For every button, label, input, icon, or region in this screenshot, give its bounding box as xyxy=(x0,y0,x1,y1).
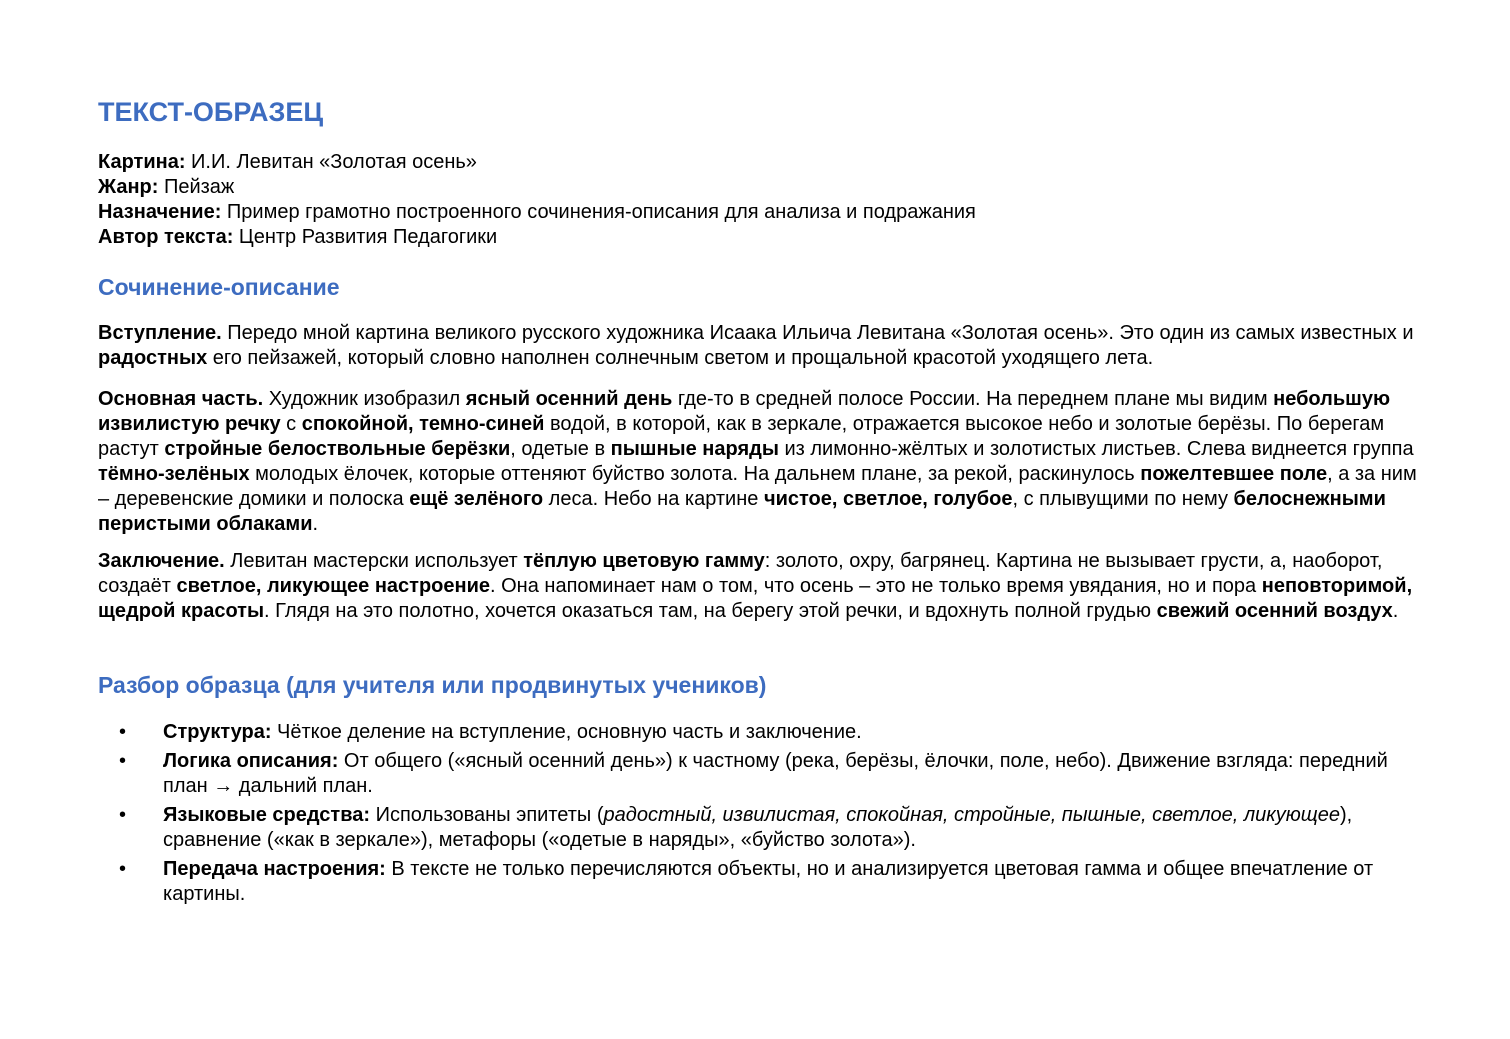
analysis-item-text: Использованы эпитеты ( xyxy=(370,804,604,826)
metadata-block xyxy=(98,150,976,250)
main-text: леса. Небо на картине xyxy=(543,488,764,510)
meta-painting-label: Картина: xyxy=(98,151,186,173)
intro-emphasis: радостных xyxy=(98,347,208,369)
analysis-item-label: Языковые средства: xyxy=(163,804,371,826)
meta-purpose xyxy=(98,200,976,225)
intro-text: Передо мной картина великого русского художника Исаака Ильича Левитана «Золотая осень». Это один из самых известных и xyxy=(221,322,1414,344)
main-text: Художник изобразил xyxy=(263,388,466,410)
meta-purpose-label: Назначение: xyxy=(98,201,222,223)
conclusion-emphasis: тёплую цветовую гамму xyxy=(523,550,765,572)
analysis-item-label: Передача настроения: xyxy=(163,858,386,880)
list-item xyxy=(98,720,1418,745)
list-item xyxy=(98,857,1418,907)
conclusion-text: . Глядя на это полотно, хочется оказаться там, на берегу этой речки, и вдохнуть полной грудью xyxy=(264,600,1157,622)
main-emphasis: пожелтевшее поле xyxy=(1140,463,1328,485)
main-text: , а за ним – деревенские домики и полоска xyxy=(98,463,1417,510)
conclusion-emphasis: свежий осенний воздух xyxy=(1156,600,1393,622)
main-emphasis: чистое, светлое, голубое xyxy=(763,488,1013,510)
meta-purpose-value: Пример грамотно построенного сочинения-описания для анализа и подражания xyxy=(221,201,976,223)
intro-text: его пейзажей, который словно наполнен солнечным светом и прощальной красотой уходящего лета. xyxy=(207,347,1154,369)
bullet-icon: • xyxy=(119,750,127,772)
main-emphasis: тёмно-зелёных xyxy=(98,463,250,485)
analysis-item-italic: радостный, извилистая, спокойная, стройные, пышные, светлое, ликующее xyxy=(603,804,1340,826)
meta-author xyxy=(98,225,976,250)
meta-author-value: Центр Развития Педагогики xyxy=(233,226,498,248)
main-text: с xyxy=(280,413,302,435)
main-emphasis: белоснежными перистыми облаками xyxy=(98,488,1386,535)
list-item xyxy=(98,803,1418,853)
conclusion-label: Заключение. xyxy=(98,550,225,572)
main-text: , с плывущими по нему xyxy=(1012,488,1234,510)
main-emphasis: спокойной, темно-синей xyxy=(301,413,545,435)
main-emphasis: ещё зелёного xyxy=(409,488,544,510)
analysis-item-label: Логика описания: xyxy=(163,750,339,772)
conclusion-emphasis: светлое, ликующее настроение xyxy=(176,575,491,597)
analysis-heading: Разбор образца (для учителя или продвинутых учеников) xyxy=(98,672,767,698)
essay-conclusion-paragraph xyxy=(98,549,1418,624)
analysis-item-text: От общего («ясный осенний день») к частному (река, берёзы, ёлочки, поле, небо). Движение взгляда: передний план → дальний план. xyxy=(163,750,1388,797)
analysis-item-label: Структура: xyxy=(163,721,272,743)
analysis-item-text: В тексте не только перечисляются объекты, но и анализируется цветовая гамма и общее впечатление от картины. xyxy=(163,858,1374,905)
meta-author-label: Автор текста: xyxy=(98,226,234,248)
bullet-icon: • xyxy=(119,721,127,743)
main-text: . xyxy=(312,513,319,535)
meta-painting xyxy=(98,150,976,175)
essay-heading: Сочинение-описание xyxy=(98,274,340,300)
essay-main-paragraph xyxy=(98,387,1418,537)
main-emphasis: пышные наряды xyxy=(610,438,779,460)
main-text: водой, в которой, как в зеркале, отражается высокое небо и золотые берёзы. По берегам растут xyxy=(98,413,1385,460)
bullet-icon: • xyxy=(119,858,127,880)
main-emphasis: стройные белоствольные берёзки xyxy=(164,438,511,460)
main-emphasis: небольшую извилистую речку xyxy=(98,388,1391,435)
main-text: из лимонно-жёлтых и золотистых листьев. Слева виднеется группа xyxy=(778,438,1414,460)
meta-painting-value: И.И. Левитан «Золотая осень» xyxy=(185,151,477,173)
page-title: ТЕКСТ-ОБРАЗЕЦ xyxy=(98,97,324,127)
list-item xyxy=(98,749,1418,799)
main-text: где-то в средней полосе России. На переднем плане мы видим xyxy=(672,388,1274,410)
main-text: молодых ёлочек, которые оттеняют буйство золота. На дальнем плане, за рекой, раскинулось xyxy=(249,463,1141,485)
conclusion-text: . Она напоминает нам о том, что осень – это не только время увядания, но и пора xyxy=(490,575,1262,597)
meta-genre-value: Пейзаж xyxy=(158,176,235,198)
analysis-item-text: Чёткое деление на вступление, основную часть и заключение. xyxy=(271,721,862,743)
conclusion-emphasis: неповторимой, щедрой красоты xyxy=(98,575,1413,622)
essay-intro-paragraph xyxy=(98,321,1418,371)
meta-genre xyxy=(98,175,976,200)
main-text: , одетые в xyxy=(510,438,611,460)
conclusion-text: . xyxy=(1392,600,1399,622)
meta-genre-label: Жанр: xyxy=(98,176,159,198)
analysis-item-text: ), сравнение («как в зеркале»), метафоры («одетые в наряды», «буйство золота»). xyxy=(163,804,1353,851)
main-emphasis: ясный осенний день xyxy=(465,388,673,410)
conclusion-text: : золото, охру, багрянец. Картина не вызывает грусти, а, наоборот, создаёт xyxy=(98,550,1383,597)
main-label: Основная часть. xyxy=(98,388,264,410)
conclusion-text: Левитан мастерски использует xyxy=(224,550,524,572)
intro-label: Вступление. xyxy=(98,322,222,344)
analysis-list xyxy=(98,720,1418,911)
bullet-icon: • xyxy=(119,804,127,826)
